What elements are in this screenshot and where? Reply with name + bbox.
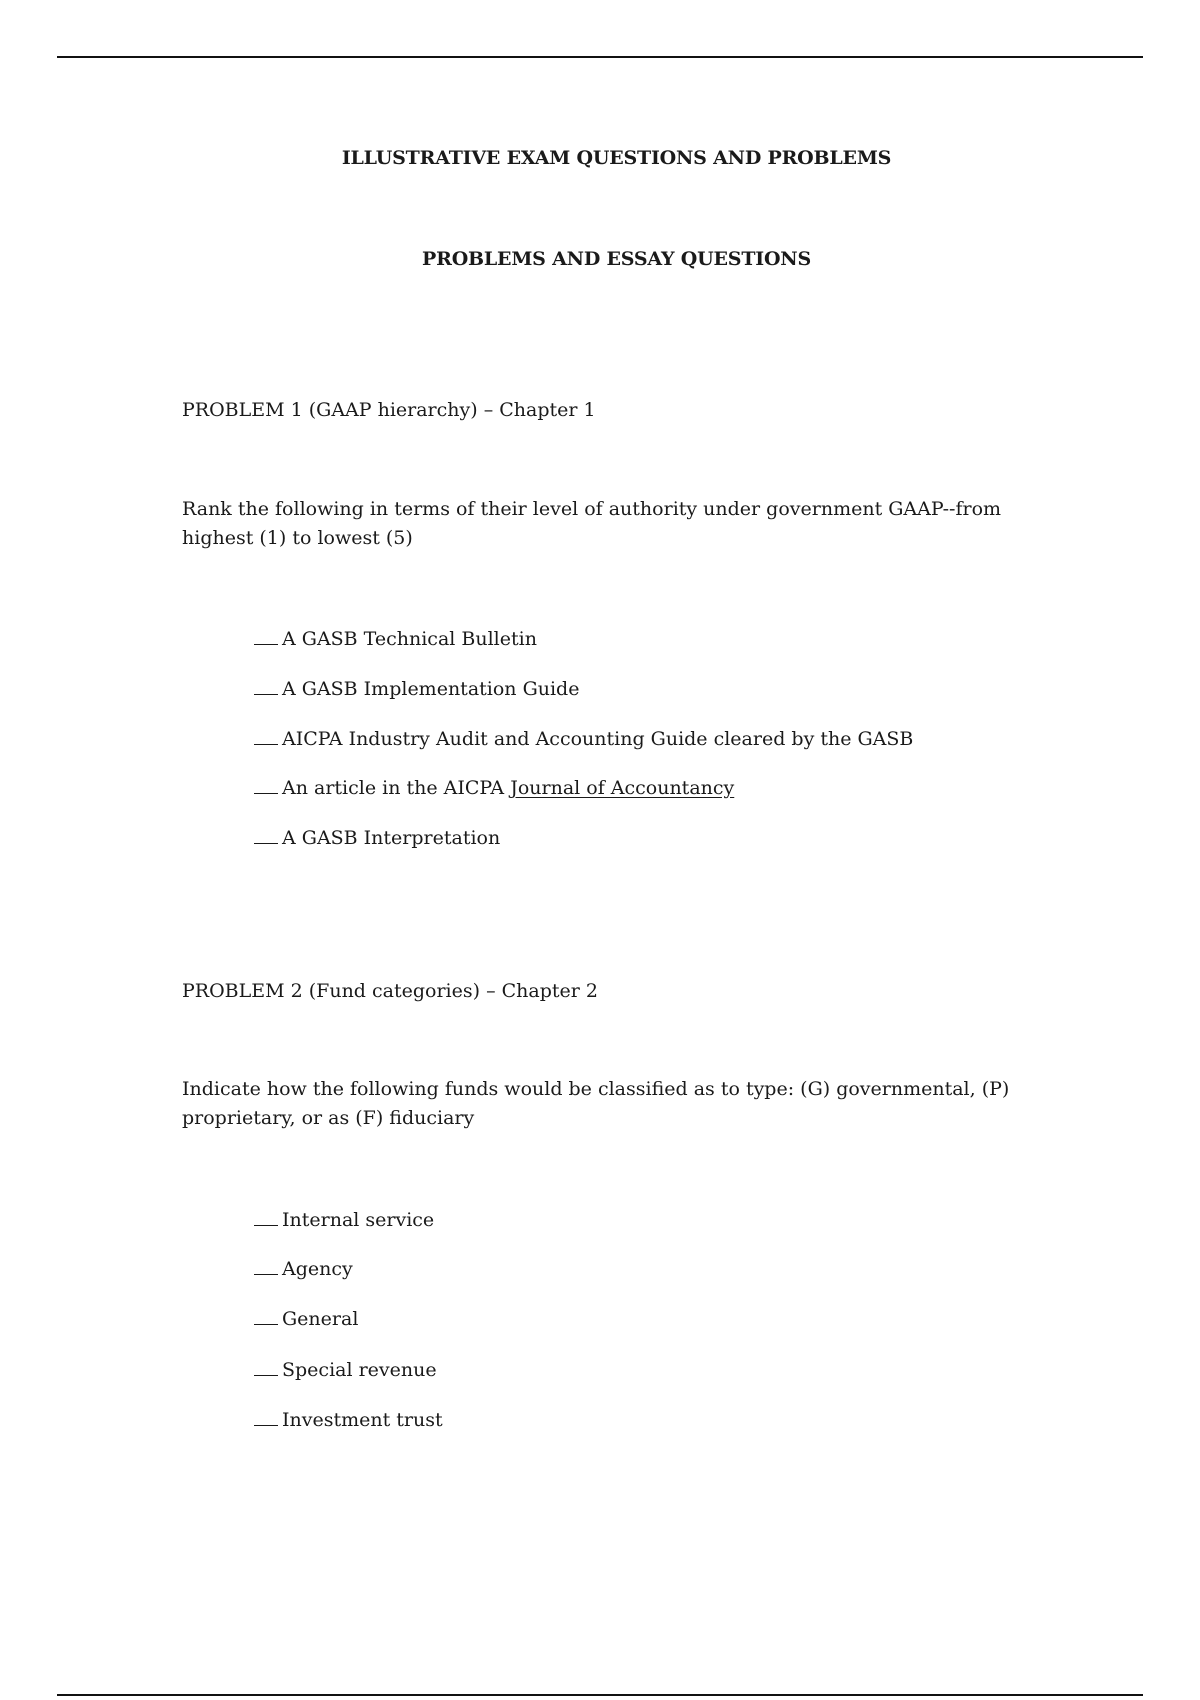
answer-blank[interactable]	[254, 779, 278, 794]
main-heading: ILLUSTRATIVE EXAM QUESTIONS AND PROBLEMS	[341, 147, 892, 169]
top-rule	[57, 56, 1143, 58]
item-label: A GASB Interpretation	[282, 827, 501, 849]
problem-1-item	[254, 676, 579, 702]
bottom-rule	[57, 1694, 1143, 1696]
answer-blank[interactable]	[254, 1260, 278, 1275]
problem-1-item	[254, 775, 734, 801]
problem-2-item	[254, 1306, 358, 1332]
item-label: Internal service	[282, 1209, 435, 1231]
item-label: Investment trust	[282, 1409, 443, 1431]
answer-blank[interactable]	[254, 1361, 278, 1376]
item-label: General	[282, 1308, 359, 1330]
problem-1-item	[254, 726, 913, 752]
answer-blank[interactable]	[254, 1211, 278, 1226]
answer-blank[interactable]	[254, 680, 278, 695]
answer-blank[interactable]	[254, 1310, 278, 1325]
item-label: Agency	[282, 1258, 353, 1280]
answer-blank[interactable]	[254, 829, 278, 844]
problem-1-instructions: Rank the following in terms of their level of authority under government GAAP--from highest (1) to lowest (5)	[182, 498, 1002, 549]
problem-2-item	[254, 1207, 434, 1233]
journal-title: Journal of Accountancy	[510, 777, 735, 799]
problem-2-title: PROBLEM 2 (Fund categories) – Chapter 2	[182, 980, 598, 1002]
problem-1-item	[254, 626, 537, 652]
item-label: A GASB Technical Bulletin	[282, 628, 537, 650]
item-label: An article in the AICPA	[282, 777, 511, 799]
answer-blank[interactable]	[254, 730, 278, 745]
problem-2-item	[254, 1357, 437, 1383]
answer-blank[interactable]	[254, 1411, 278, 1426]
item-label: A GASB Implementation Guide	[282, 678, 580, 700]
problem-1-item	[254, 825, 500, 851]
problem-1-title: PROBLEM 1 (GAAP hierarchy) – Chapter 1	[182, 399, 596, 421]
problem-2-instructions: Indicate how the following funds would be classified as to type: (G) governmental, (P) proprietary, or as (F) fiduciary	[182, 1078, 1010, 1129]
answer-blank[interactable]	[254, 630, 278, 645]
section-heading: PROBLEMS AND ESSAY QUESTIONS	[422, 248, 811, 270]
item-label: Special revenue	[282, 1359, 437, 1381]
item-label: AICPA Industry Audit and Accounting Guide cleared by the GASB	[282, 728, 914, 750]
problem-2-item	[254, 1407, 443, 1433]
problem-2-item	[254, 1256, 353, 1282]
